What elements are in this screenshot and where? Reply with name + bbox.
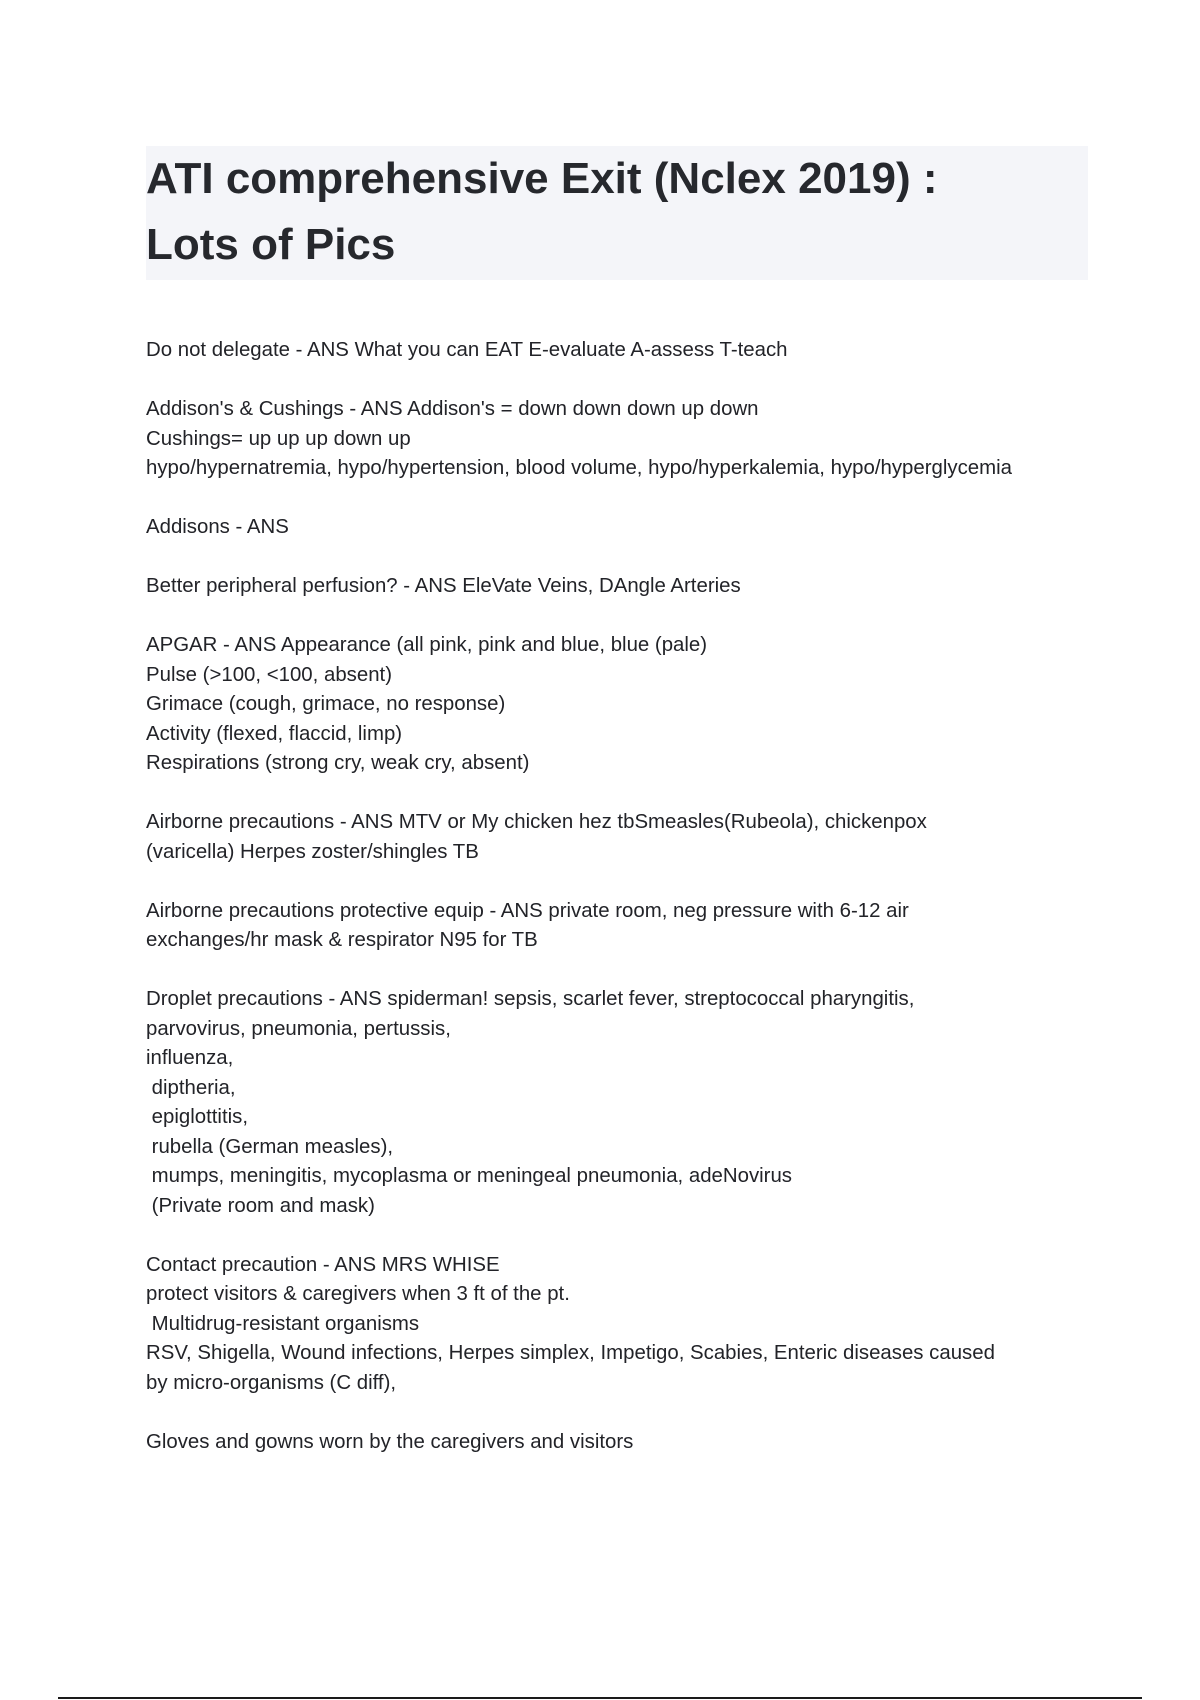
entry-line: exchanges/hr mask & respirator N95 for TB — [146, 929, 538, 951]
entry-peripheral-perfusion — [146, 572, 1106, 602]
entry-line: Better peripheral perfusion? - ANS EleVate Veins, DAngle Arteries — [146, 575, 741, 597]
entry-contact-precaution — [146, 1251, 1106, 1399]
entry-line: protect visitors & caregivers when 3 ft of the pt. — [146, 1283, 570, 1305]
entry-addisons — [146, 513, 1106, 543]
entry-line: Activity (flexed, flaccid, limp) — [146, 722, 403, 745]
entry-line: hypo/hypernatremia, hypo/hypertension, blood volume, hypo/hyperkalemia, hypo/hyperglycemia — [146, 457, 1012, 479]
entry-line: parvovirus, pneumonia, pertussis, — [146, 1017, 451, 1040]
entry-line: mumps, meningitis, mycoplasma or meningeal pneumonia, adeNovirus — [146, 1165, 792, 1187]
entry-gloves-gowns — [146, 1428, 1106, 1458]
entry-airborne-precautions — [146, 808, 1106, 867]
title-line: ATI comprehensive Exit (Nclex 2019) : — [146, 154, 938, 203]
entry-line: Cushings= up up up down up — [146, 427, 411, 450]
entry-line: Gloves and gowns worn by the caregivers and visitors — [146, 1430, 634, 1453]
entry-addisons-cushings — [146, 395, 1106, 484]
entry-line: Pulse (>100, <100, absent) — [146, 663, 392, 686]
entry-line: rubella (German measles), — [146, 1135, 394, 1158]
entry-line: Airborne precautions protective equip - ANS private room, neg pressure with 6-12 air — [146, 899, 909, 922]
document-title — [146, 146, 937, 278]
entry-apgar — [146, 631, 1106, 779]
entry-line: diptheria, — [146, 1076, 236, 1099]
entry-line: Multidrug-resistant organisms — [146, 1312, 420, 1335]
entry-line: Droplet precautions - ANS spiderman! sepsis, scarlet fever, streptococcal pharyngitis, — [146, 988, 915, 1010]
entry-droplet-precautions — [146, 985, 1106, 1221]
entry-line: APGAR - ANS Appearance (all pink, pink and blue, blue (pale) — [146, 634, 708, 656]
entry-line: Do not delegate - ANS What you can EAT E-evaluate A-assess T-teach — [146, 339, 788, 361]
entry-line: Respirations (strong cry, weak cry, absent) — [146, 752, 530, 774]
title-line: Lots of Pics — [146, 220, 396, 269]
entry-line: epiglottitis, — [146, 1106, 249, 1128]
entry-line: Airborne precautions - ANS MTV or My chicken hez tbSmeasles(Rubeola), chickenpox — [146, 811, 927, 833]
entry-line: Grimace (cough, grimace, no response) — [146, 693, 506, 715]
entry-airborne-protective-equip — [146, 897, 1106, 956]
entry-line: influenza, — [146, 1047, 234, 1069]
entry-line: by micro-organisms (C diff), — [146, 1371, 397, 1394]
entry-line: Addisons - ANS — [146, 516, 289, 538]
footer-divider — [58, 1697, 1142, 1699]
entry-line: RSV, Shigella, Wound infections, Herpes simplex, Impetigo, Scabies, Enteric diseases caused — [146, 1342, 995, 1364]
entry-do-not-delegate — [146, 336, 1106, 366]
entry-line: (Private room and mask) — [146, 1194, 375, 1217]
document-body — [146, 336, 1106, 1487]
entry-line: (varicella) Herpes zoster/shingles TB — [146, 840, 479, 863]
title-block — [146, 146, 1088, 280]
entry-line: Contact precaution - ANS MRS WHISE — [146, 1253, 500, 1276]
entry-line: Addison's & Cushings - ANS Addison's = down down down up down — [146, 398, 759, 420]
